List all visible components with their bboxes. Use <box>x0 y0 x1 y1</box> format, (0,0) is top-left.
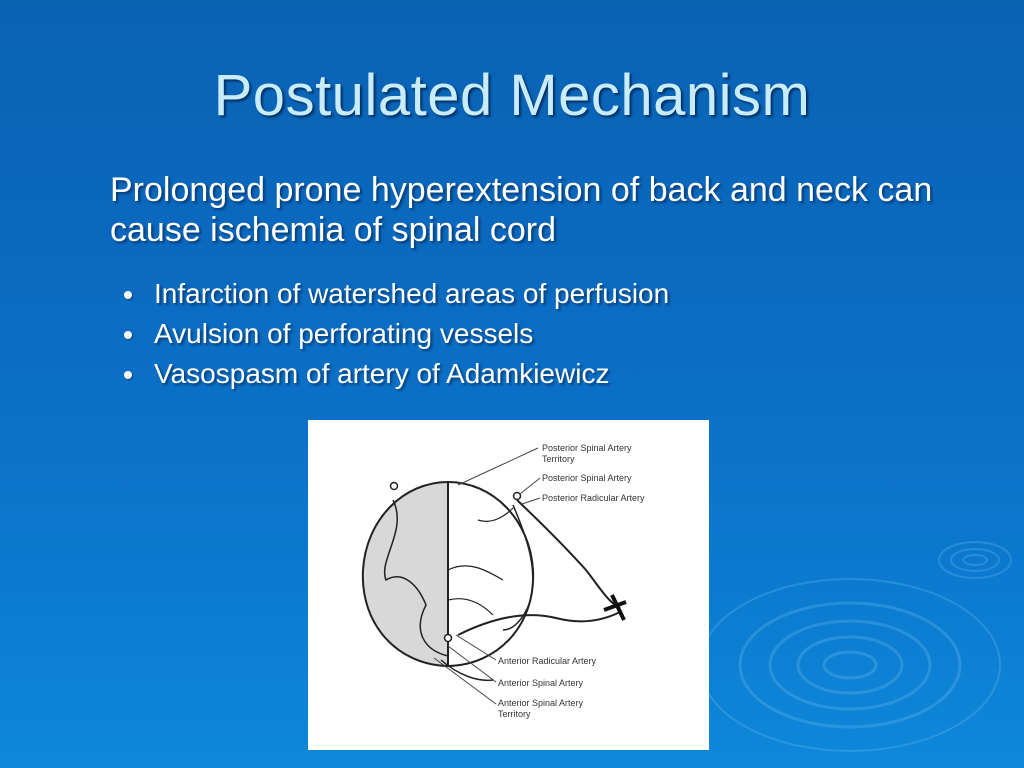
bullet-item <box>120 314 669 354</box>
bullet-list <box>120 274 669 394</box>
label-anterior-territory-line2: Territory <box>498 709 531 719</box>
label-posterior-spinal-artery: Posterior Spinal Artery <box>542 473 632 483</box>
intro-text: Prolonged prone hyperextension of back and neck can cause ischemia of spinal cord <box>110 171 933 249</box>
posterior-spinal-artery-icon <box>514 493 521 500</box>
label-posterior-radicular-artery: Posterior Radicular Artery <box>542 493 645 503</box>
spinal-cord-diagram <box>308 420 709 750</box>
anterior-radicular-artery-vessel <box>458 612 620 635</box>
label-anterior-territory: Anterior Spinal Artery <box>498 698 584 708</box>
bullet-dot-icon <box>124 331 132 339</box>
label-anterior-radicular-artery: Anterior Radicular Artery <box>498 656 597 666</box>
posterior-spinal-artery-icon <box>391 483 398 490</box>
bullet-dot-icon <box>124 371 132 379</box>
bullet-item <box>120 274 669 314</box>
label-anterior-spinal-artery: Anterior Spinal Artery <box>498 678 584 688</box>
label-posterior-territory: Posterior Spinal Artery <box>542 443 632 453</box>
bullet-dot-icon <box>124 291 132 299</box>
bullet-text: Infarction of watershed areas of perfusion <box>154 278 670 309</box>
anterior-spinal-artery-icon <box>445 635 452 642</box>
label-posterior-territory-line2: Territory <box>542 454 575 464</box>
vessel-branch <box>448 508 513 615</box>
slide-title: Postulated Mechanism <box>213 63 811 128</box>
bullet-text: Avulsion of perforating vessels <box>154 318 534 349</box>
bullet-text: Vasospasm of artery of Adamkiewicz <box>154 358 610 389</box>
gray-matter-region <box>363 482 448 666</box>
bullet-item <box>120 354 669 394</box>
